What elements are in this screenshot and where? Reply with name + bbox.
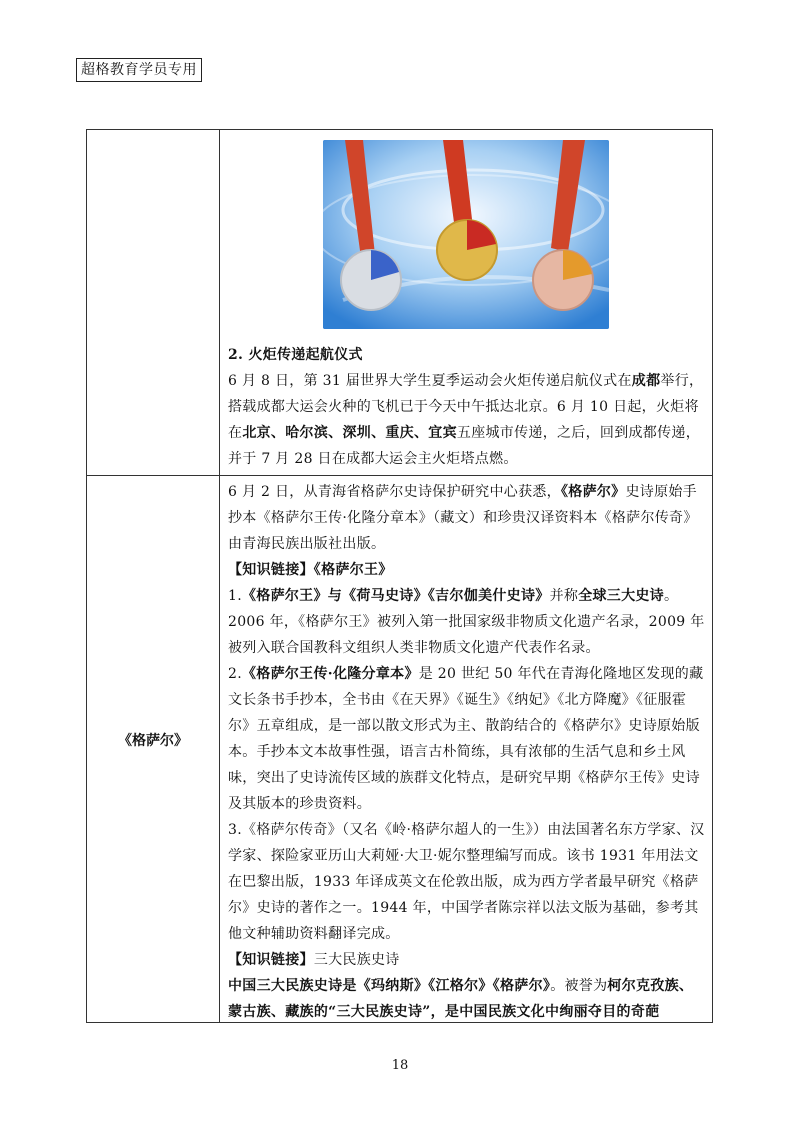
knowledge-link-1: 【知识链接】《格萨尔王》 [228,562,393,578]
row2-content [228,479,707,1025]
knowledge-item-1: 1.《格萨尔王》与《荷马史诗》《吉尔伽美什史诗》并称全球三大史诗。2006 年，《格萨尔王》被列入第一批国家级非物质文化遗产名录，2009 年被列入联合国教科文组织人类非物质文化遗产代表作名录。 [228,588,705,656]
medals-illustration [323,140,609,329]
header-label: 超格教育学员专用 [76,58,202,82]
row-divider [87,475,712,476]
gesar-intro: 6 月 2 日，从青海省格萨尔史诗保护研究中心获悉，《格萨尔》史诗原始手抄本《格萨尔王传·化隆分章本》（藏文）和珍贵汉译资料本《格萨尔传奇》由青海民族出版社出版。 [228,484,698,552]
section-title: 2. 火炬传递起航仪式 [228,347,363,363]
knowledge-link-2: 【知识链接】三大民族史诗 [228,952,400,968]
row1-content [228,342,707,472]
page-number: 18 [391,1058,409,1073]
torch-paragraph: 6 月 8 日，第 31 届世界大学生夏季运动会火炬传递启航仪式在成都举行，搭载成都大运会火种的飞机已于今天中午抵达北京。6 月 10 日起，火炬将在北京、哈尔滨、深圳、重庆、宜宾五座城市传递，之后，回到成都传递，并于 7 月 28 日在成都大运会主火炬塔点燃。 [228,373,704,467]
knowledge-item-2: 2.《格萨尔王传·化隆分章本》是 20 世纪 50 年代在青海化隆地区发现的藏文长条书手抄本，全书由《在天界》《诞生》《纳妃》《北方降魔》《征服霍尔》五章组成，是一部以散文形式为主、散韵结合的《格萨尔》史诗原始版本。手抄本文本故事性强，语言古朴简练，具有浓郁的生活气息和乡土风味，突出了史诗流传区域的族群文化特点，是研究早期《格萨尔王传》史诗及其版本的珍贵资料。 [228,666,704,812]
knowledge-item-3: 3.《格萨尔传奇》（又名《岭·格萨尔超人的一生》）由法国著名东方学家、汉学家、探险家亚历山大莉娅·大卫·妮尔整理编写而成。该书 1931 年用法文在巴黎出版，1933 年译成英文在伦敦出版，成为西方学者最早研究《格萨尔》史诗的著作之一。1944 年，中国学者陈宗祥以法文版为基础，参考其他文种辅助资料翻译完成。 [228,822,705,942]
content-table [86,129,713,1023]
three-epics-paragraph: 中国三大民族史诗是《玛纳斯》《江格尔》《格萨尔》。被誉为柯尔克孜族、蒙古族、藏族的“三大民族史诗”，是中国民族文化中绚丽夺目的奇葩 [228,978,694,1020]
column-divider [219,130,220,1022]
medals-photo [323,140,609,329]
gesar-label: 《格萨尔》 [118,733,188,749]
